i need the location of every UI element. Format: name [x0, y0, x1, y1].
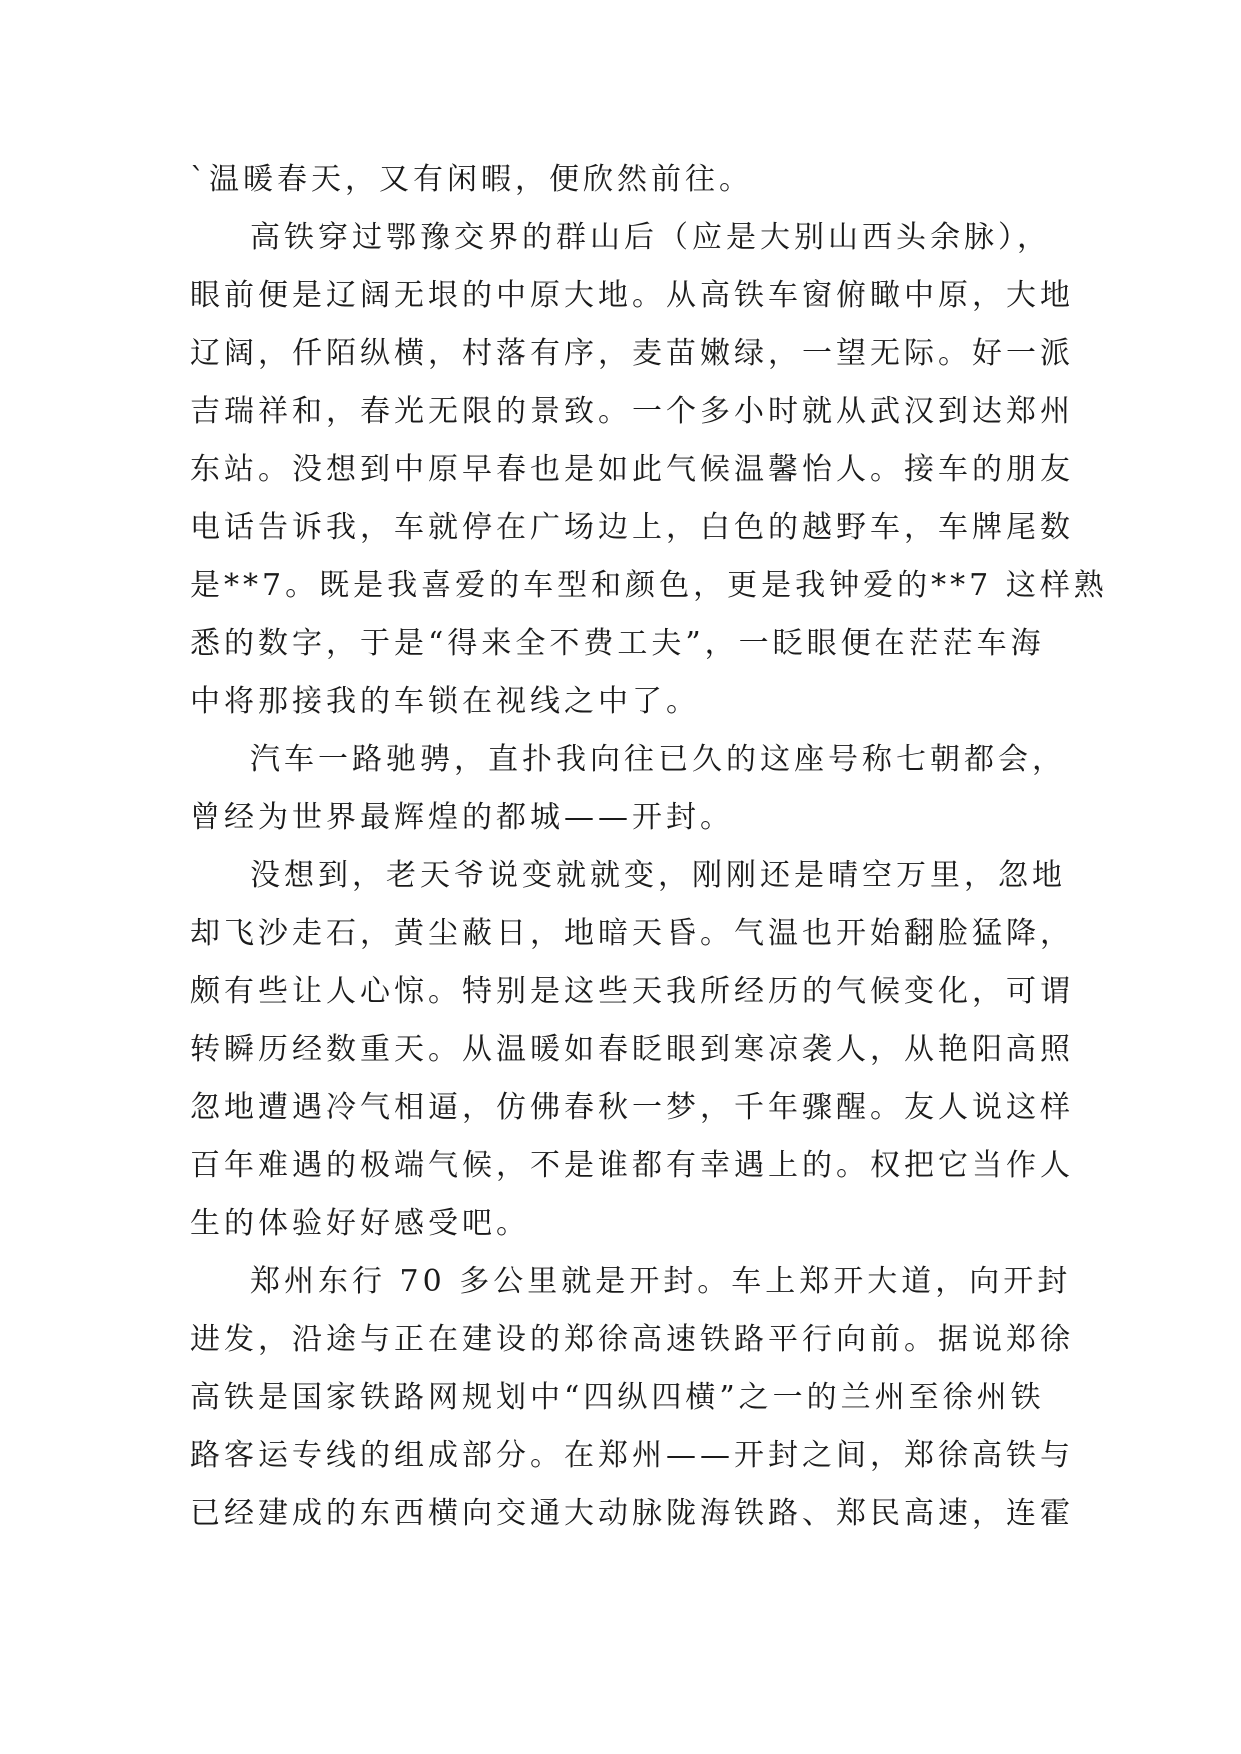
text-line: `温暖春天，又有闲暇，便欣然前往。: [190, 162, 753, 197]
text-line: 眼前便是辽阔无垠的中原大地。从高铁车窗俯瞰中原，大地: [190, 278, 1074, 313]
text-line: 没想到，老天爷说变就就变，刚刚还是晴空万里，忽地: [250, 858, 1066, 893]
text-line: 东站。没想到中原早春也是如此气候温馨怡人。接车的朋友: [190, 452, 1074, 487]
text-line: 郑州东行 70 多公里就是开封。车上郑开大道，向开封: [250, 1264, 1072, 1299]
text-line: 曾经为世界最辉煌的都城——开封。: [190, 800, 734, 835]
text-line: 高铁穿过鄂豫交界的群山后（应是大别山西头余脉），: [250, 220, 1051, 255]
text-line: 转瞬历经数重天。从温暖如春眨眼到寒凉袭人，从艳阳高照: [190, 1032, 1074, 1067]
text-line: 是**7。既是我喜爱的车型和颜色，更是我钟爱的**7 这样熟: [190, 568, 1108, 603]
text-line: 却飞沙走石，黄尘蔽日，地暗天昏。气温也开始翻脸猛降，: [190, 916, 1074, 951]
text-line: 生的体验好好感受吧。: [190, 1206, 530, 1241]
text-line: 忽地遭遇冷气相逼，仿佛春秋一梦，千年骤醒。友人说这样: [190, 1090, 1074, 1125]
text-line: 已经建成的东西横向交通大动脉陇海铁路、郑民高速，连霍: [190, 1496, 1074, 1531]
text-line: 颇有些让人心惊。特别是这些天我所经历的气候变化，可谓: [190, 974, 1074, 1009]
text-line: 悉的数字，于是“得来全不费工夫”，一眨眼便在茫茫车海: [190, 626, 1045, 661]
text-line: 中将那接我的车锁在视线之中了。: [190, 684, 700, 719]
text-line: 进发，沿途与正在建设的郑徐高速铁路平行向前。据说郑徐: [190, 1322, 1074, 1357]
text-line: 高铁是国家铁路网规划中“四纵四横”之一的兰州至徐州铁: [190, 1380, 1045, 1415]
text-line: 汽车一路驰骋，直扑我向往已久的这座号称七朝都会，: [250, 742, 1066, 777]
text-line: 路客运专线的组成部分。在郑州——开封之间，郑徐高铁与: [190, 1438, 1074, 1473]
text-line: 吉瑞祥和，春光无限的景致。一个多小时就从武汉到达郑州: [190, 394, 1074, 429]
text-line: 辽阔，仟陌纵横，村落有序，麦苗嫩绿，一望无际。好一派: [190, 336, 1074, 371]
text-line: 电话告诉我，车就停在广场边上，白色的越野车，车牌尾数: [190, 510, 1074, 545]
text-line: 百年难遇的极端气候，不是谁都有幸遇上的。权把它当作人: [190, 1148, 1074, 1183]
